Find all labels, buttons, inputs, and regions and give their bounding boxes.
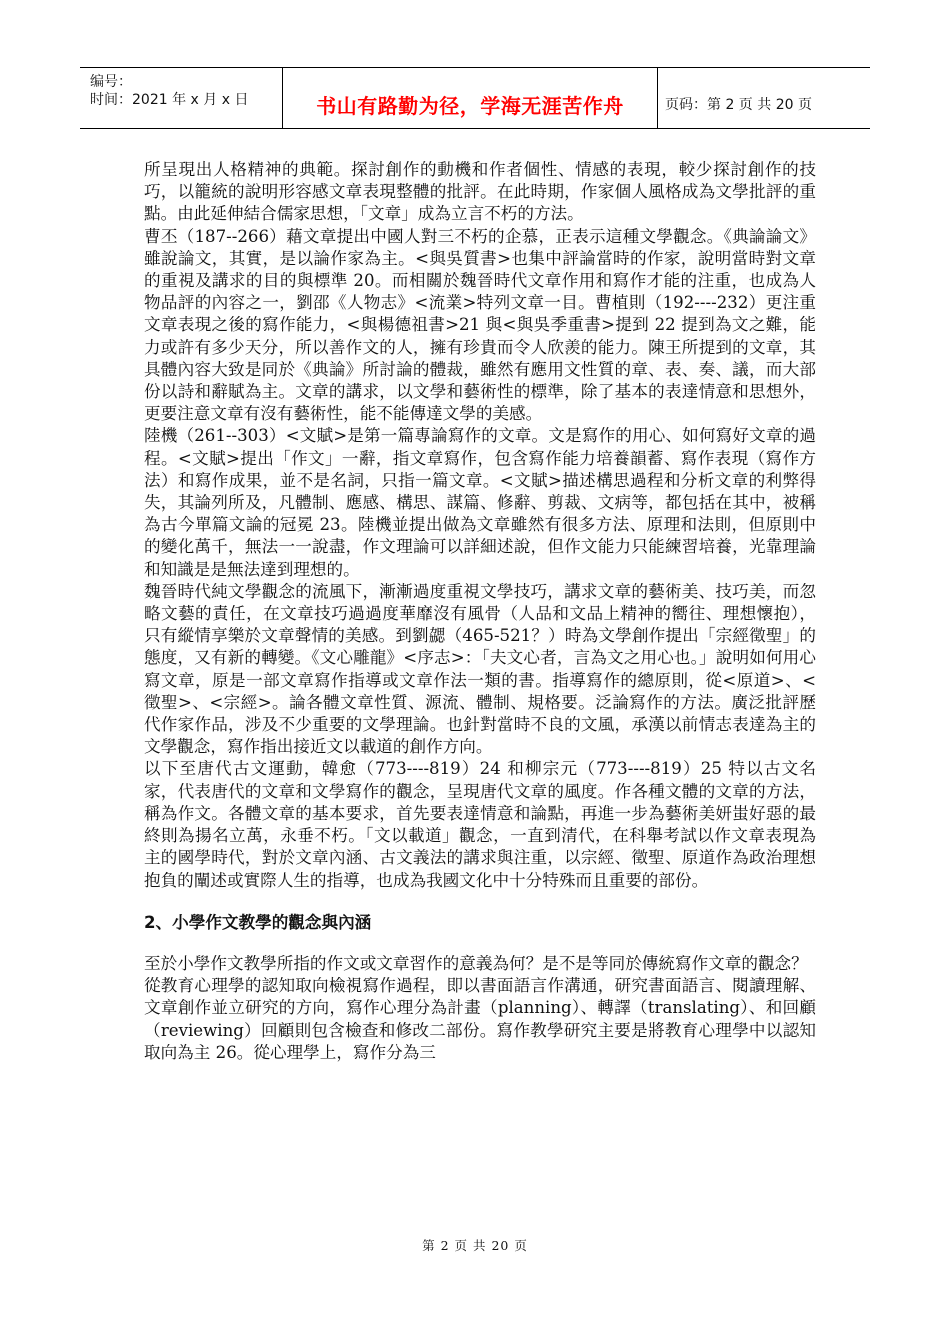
body-paragraph: 從教育心理學的認知取向檢視寫作過程，即以書面語言作溝通，研究書面語言、閱讀理解、文章創作並立研究的方向，寫作心理分為計畫（planning）、轉譯（translating）、和回顧（reviewing）回顧則包含檢查和修改二部份。寫作教學研究主要是將教育心理學中以認知取向為主 26。從心理學上，寫作分為三: [144, 976, 816, 1062]
header-page-info: 页码：第 2 页 共 20 页: [665, 97, 812, 113]
header-meta: [80, 68, 283, 128]
body-paragraph: 曹丕（187--266）藉文章提出中國人對三不朽的企慕，正表示這種文學觀念。《典論論文》雖說論文，其實，是以論作家為主。<與吳質書>也集中評論當時的作家，說明當時對文章的重視及講求的目的與標準 20。而相關於魏晉時代文章作用和寫作才能的注重，也成為人物品評的內容之一，劉邵《人物志》<流業>特列文章一目。曹植則（192----232）更注重文章表現之後的寫作能力，<與楊德祖書>21 與<與吳季重書>提到 22 提到為文之難，能力或許有多少天分，所以善作文的人，擁有珍貴而令人欣羨的能力。陳王所提到的文章，其具體內容大致是同於《典論》所討論的體裁，雖然有應用文性質的章、表、奏、議，而大部份以詩和辭賦為主。文章的講求，以文學和藝術性的標準，除了基本的表達情意和思想外，更要注意文章有沒有藝術性，能不能傳達文學的美感。: [144, 226, 816, 424]
page-footer: 第 2 页 共 20 页: [422, 1238, 528, 1253]
header-number-label: 编号：: [90, 74, 132, 90]
body-paragraph: 陸機（261--303）<文賦>是第一篇專論寫作的文章。文是寫作的用心、如何寫好文章的過程。<文賦>提出「作文」一辭，指文章寫作，包含寫作能力培養韻蓄、寫作表現（寫作方法）和寫作成果，並不是名詞，只指一篇文章。<文賦>描述構思過程和分析文章的利弊得失，其論列所及，凡體制、應感、構思、謀篇、修辭、剪裁、文病等，都包括在其中，被稱為古今單篇文論的冠冕 23。陸機並提出做為文章雖然有很多方法、原理和法則，但原則中的變化萬千，無法一一說盡，作文理論可以詳細述說，但作文能力只能練習培養，光靠理論和知識是是無法達到理想的。: [144, 426, 816, 579]
document-body: [144, 159, 816, 1064]
header-motto: 书山有路勤为径，学海无涯苦作舟: [283, 68, 658, 128]
header-time-label: 时间：2021 年 x 月 x 日: [90, 92, 249, 108]
body-paragraph: 魏晉時代純文學觀念的流風下，漸漸過度重視文學技巧，講求文章的藝術美、技巧美，而忽略文藝的責任，在文章技巧過過度華靡沒有風骨（人品和文品上精神的嚮往、理想懷抱），只有縱情享樂於文章聲情的美感。到劉勰（465-521？）時為文學創作提出「宗經徵聖」的態度，又有新的轉變。《文心雕龍》<序志>：「夫文心者，言為文之用心也。」說明如何用心寫文章，原是一部文章寫作指導或文章作法一類的書。指導寫作的總原則，從<原道>、<徵聖>、<宗經>。論各體文章性質、源流、體制、規格要。泛論寫作的方法。廣泛批評歷代作家作品，涉及不少重要的文學理論。也針對當時不良的文風，承漢以前情志表達為主的文學觀念，寫作指出接近文以載道的創作方向。: [144, 581, 816, 757]
section-heading: 2、小學作文教學的觀念與內涵: [144, 912, 372, 932]
body-paragraph: 所呈現出人格精神的典範。探討創作的動機和作者個性、情感的表現，較少探討創作的技巧，以籠統的說明形容感文章表現整體的批評。在此時期，作家個人風格成為文學批評的重點。由此延伸結合儒家思想，「文章」成為立言不朽的方法。: [144, 160, 816, 224]
body-paragraph: 以下至唐代古文運動，韓愈（773----819）24 和柳宗元（773----819）25 特以古文名家，代表唐代的文章和文學寫作的觀念，呈現唐代文章的風度。作各種文體的文章的方法，稱為作文。各體文章的基本要求，首先要表達情意和論點，再進一步為藝術美妍蚩好惡的最終則為揚名立萬，永垂不朽。「文以載道」觀念，一直到清代，在科舉考試以作文章表現為主的國學時代，對於文章內涵、古文義法的講求與注重，以宗經、徵聖、原道作為政治理想抱負的闡述或實際人生的指導，也成為我國文化中十分特殊而且重要的部份。: [144, 759, 816, 890]
body-paragraph: 至於小學作文教學所指的作文或文章習作的意義為何？是不是等同於傳統寫作文章的觀念？: [144, 953, 808, 973]
page-header: [80, 67, 870, 129]
